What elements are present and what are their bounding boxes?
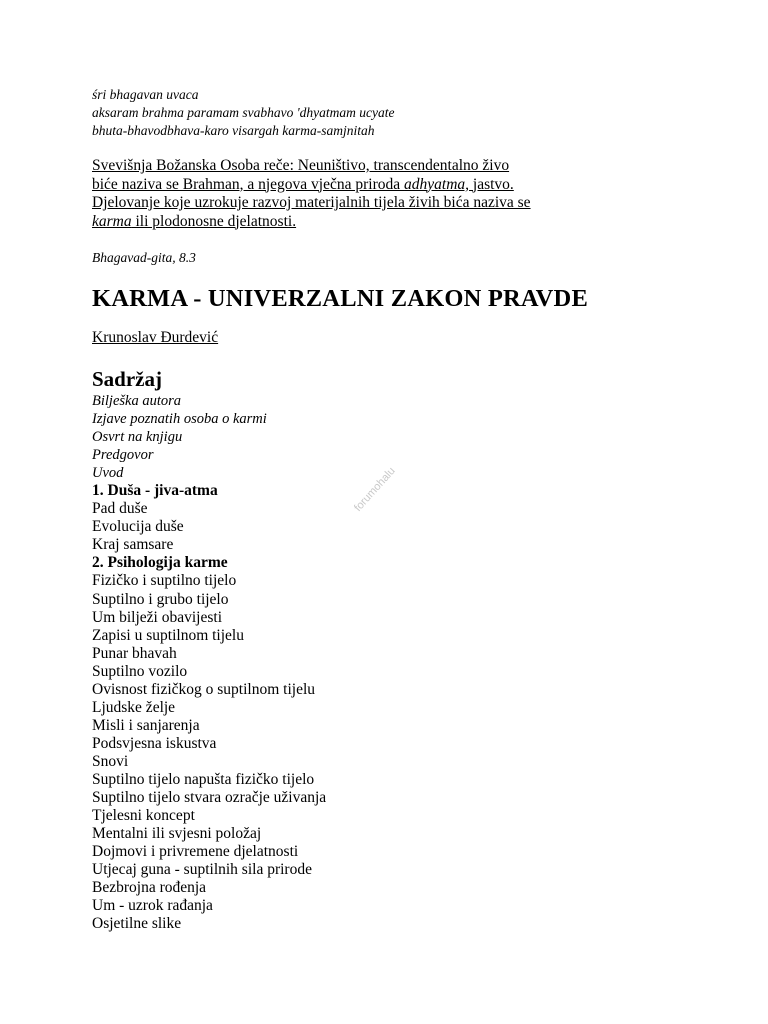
toc-item: Osvrt na knjigu: [92, 429, 183, 446]
translation-line: [92, 213, 712, 232]
toc-item: Suptilno i grubo tijelo: [92, 590, 229, 608]
watermark-text: forumohalu: [352, 465, 398, 515]
toc-item: Um - uzrok rađanja: [92, 897, 213, 915]
toc-item: Punar bhavah: [92, 644, 177, 662]
author-name: Krunoslav Đurdević: [92, 329, 219, 346]
translation-line: Svevišnja Božanska Osoba reče: Neuništivo, transcendentalno živo: [92, 157, 510, 174]
toc-item: Bilješka autora: [92, 393, 182, 409]
toc-item: Uvod: [92, 465, 124, 482]
toc-item: Evolucija duše: [92, 518, 184, 536]
translation-line: [92, 176, 712, 195]
toc-item: Bezbrojna rođenja: [92, 879, 207, 897]
toc-item: Kraj samsare: [92, 536, 174, 554]
toc-item: Suptilno tijelo stvara ozračje uživanja: [92, 789, 327, 807]
toc-item: Predgovor: [92, 447, 154, 464]
sanskrit-line: bhuta-bhavodbhava-karo visargah karma-samjnitah: [92, 123, 375, 138]
book-title: KARMA - UNIVERZALNI ZAKON PRAVDE: [92, 285, 588, 312]
toc-item: Zapisi u suptilnom tijelu: [92, 626, 244, 644]
document-page: [92, 86, 712, 933]
translation-term: adhyatma,: [404, 175, 470, 193]
toc-heading: Sadržaj: [92, 367, 162, 391]
sanskrit-verse: [92, 86, 712, 140]
toc-item: Podsvjesna iskustva: [92, 734, 217, 752]
toc-item: Suptilno tijelo napušta fizičko tijelo: [92, 770, 315, 788]
toc-item: Suptilno vozilo: [92, 662, 188, 680]
verse-translation: [92, 157, 712, 231]
verse-source: Bhagavad-gita, 8.3: [92, 250, 196, 265]
toc-item: Dojmovi i privremene djelatnosti: [92, 843, 299, 861]
toc-item: Mentalni ili svjesni položaj: [92, 825, 262, 843]
translation-text: jastvo.: [469, 175, 514, 193]
toc-item: Snovi: [92, 752, 129, 770]
sanskrit-line: aksaram brahma paramam svabhavo 'dhyatmam ucyate: [92, 105, 395, 120]
toc-item: Tjelesni koncept: [92, 807, 195, 825]
toc-chapter: 1. Duša - jiva-atma: [92, 482, 218, 500]
translation-text: biće naziva se Brahman, a njegova vječna priroda: [92, 175, 405, 193]
toc-item: Ljudske želje: [92, 698, 176, 716]
toc-item: Utjecaj guna - suptilnih sila prirode: [92, 861, 312, 879]
translation-line: Djelovanje koje uzrokuje razvoj materijalnih tijela živih bića naziva se: [92, 194, 531, 211]
toc-item: Misli i sanjarenja: [92, 716, 200, 734]
toc-item: Fizičko i suptilno tijelo: [92, 572, 237, 590]
toc-item: Osjetilne slike: [92, 915, 182, 933]
translation-term: karma: [92, 212, 132, 230]
toc-item: Um bilježi obavijesti: [92, 608, 223, 626]
toc-item: Izjave poznatih osoba o karmi: [92, 411, 267, 428]
toc-chapter: 2. Psihologija karme: [92, 554, 228, 572]
table-of-contents: [92, 392, 712, 933]
translation-text: ili plodonosne djelatnosti.: [131, 212, 297, 230]
sanskrit-line: śri bhagavan uvaca: [92, 87, 199, 102]
toc-item: Pad duše: [92, 500, 148, 518]
toc-item: Ovisnost fizičkog o suptilnom tijelu: [92, 680, 316, 698]
